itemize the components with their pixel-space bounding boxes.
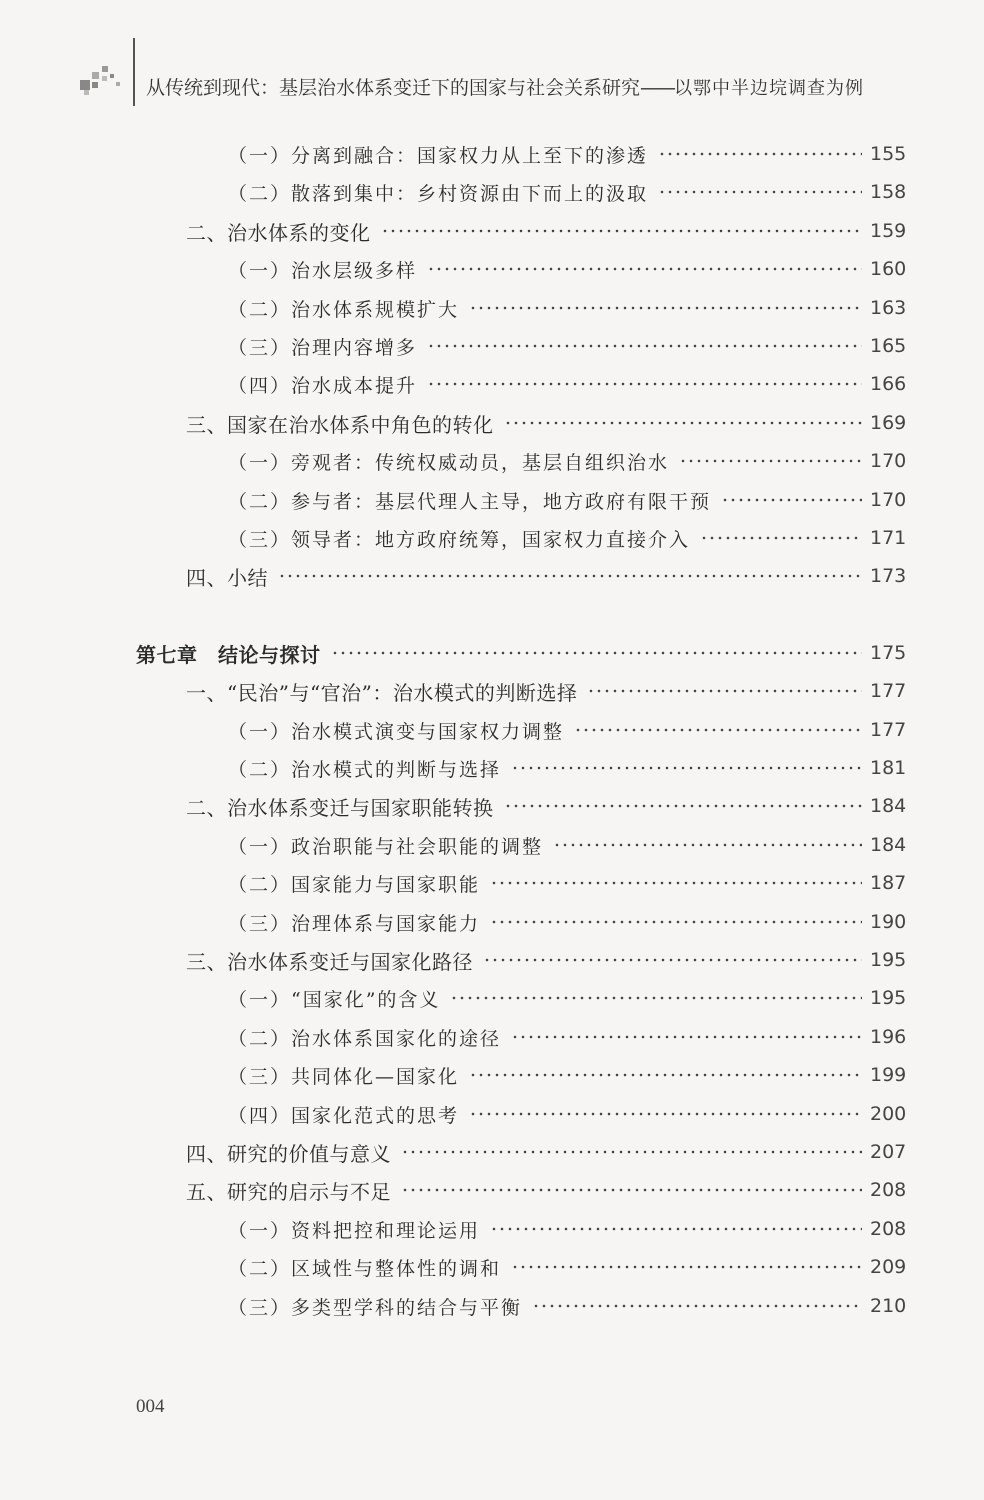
toc-leader-dots — [553, 843, 862, 847]
toc-entry[interactable] — [228, 983, 906, 1013]
toc-page-number: 175 — [870, 642, 907, 664]
toc-leader-dots — [511, 1035, 862, 1039]
toc-entry[interactable] — [186, 1137, 906, 1167]
toc-entry[interactable] — [186, 408, 906, 438]
toc-page-number: 200 — [870, 1103, 907, 1125]
toc-leader-dots — [331, 651, 863, 655]
toc-entry[interactable] — [228, 868, 906, 898]
title-separator: —— — [640, 77, 675, 99]
toc-leader-dots — [679, 459, 862, 463]
toc-page-number: 169 — [870, 412, 907, 434]
toc-entry-title: （三）共同体化—国家化 — [228, 1065, 460, 1088]
toc-page-number: 184 — [870, 834, 907, 856]
toc-entry-title: （二）参与者：基层代理人主导，地方政府有限干预 — [228, 490, 712, 513]
toc-entry[interactable] — [228, 907, 906, 937]
toc-entry[interactable] — [228, 1252, 906, 1282]
toc-entry-title: （一）治水模式演变与国家权力调整 — [228, 720, 565, 743]
toc-entry[interactable] — [186, 791, 906, 821]
toc-leader-dots — [504, 804, 863, 808]
toc-page-number: 158 — [870, 181, 907, 203]
toc-leader-dots — [469, 1112, 862, 1116]
toc-page-number: 196 — [870, 1026, 907, 1048]
toc-entry-title: （二）区域性与整体性的调和 — [228, 1257, 502, 1280]
toc-entry[interactable] — [228, 753, 906, 783]
toc-chapter-entry[interactable] — [136, 638, 906, 668]
toc-page-number: 210 — [870, 1295, 907, 1317]
toc-entry-title: 二、治水体系变迁与国家职能转换 — [186, 795, 494, 820]
toc-entry[interactable] — [228, 1099, 906, 1129]
toc-entry-title: （一）政治职能与社会职能的调整 — [228, 835, 544, 858]
toc-entry-title: （二）治水体系国家化的途径 — [228, 1027, 502, 1050]
toc-entry[interactable] — [228, 830, 906, 860]
toc-leader-dots — [427, 267, 862, 271]
toc-entry[interactable] — [186, 216, 906, 246]
toc-entry[interactable] — [228, 177, 906, 207]
toc-entry-title: （三）领导者：地方政府统筹，国家权力直接介入 — [228, 528, 691, 551]
toc-page-number: 209 — [870, 1256, 907, 1278]
toc-page-number: 159 — [870, 220, 907, 242]
toc-entry-title: （一）“国家化”的含义 — [228, 988, 441, 1011]
toc-page-number: 187 — [870, 872, 907, 894]
toc-entry[interactable] — [228, 446, 906, 476]
toc-page-number: 165 — [870, 335, 907, 357]
toc-leader-dots — [532, 1304, 862, 1308]
book-title: 从传统到现代：基层治水体系变迁下的国家与社会关系研究 — [146, 77, 641, 99]
toc-page-number: 170 — [870, 489, 907, 511]
toc-entry[interactable] — [186, 1175, 906, 1205]
toc-page-number: 195 — [870, 987, 907, 1009]
toc-entry-title: （四）国家化范式的思考 — [228, 1104, 460, 1127]
toc-page-number: 177 — [870, 680, 907, 702]
toc-leader-dots — [490, 1227, 862, 1231]
toc-leader-dots — [469, 306, 862, 310]
toc-leader-dots — [721, 498, 862, 502]
toc-page-number: 207 — [870, 1141, 907, 1163]
toc-leader-dots — [401, 1188, 862, 1192]
toc-entry-title: （二）国家能力与国家职能 — [228, 873, 481, 896]
toc-leader-dots — [401, 1150, 862, 1154]
toc-entry[interactable] — [228, 1214, 906, 1244]
toc-entry-title: （一）治水层级多样 — [228, 259, 418, 282]
toc-leader-dots — [427, 344, 862, 348]
toc-page-number: 184 — [870, 795, 907, 817]
toc-entry-title: 五、研究的启示与不足 — [186, 1179, 391, 1204]
toc-leader-dots — [504, 421, 863, 425]
toc-page-number: 208 — [870, 1179, 907, 1201]
book-subtitle: 以鄂中半边垸调查为例 — [674, 78, 865, 99]
header-decoration — [80, 62, 126, 96]
toc-entry-title: （一）分离到融合：国家权力从上至下的渗透 — [228, 144, 649, 167]
toc-entry-title: （三）治理体系与国家能力 — [228, 912, 481, 935]
toc-page-number: 208 — [870, 1218, 907, 1240]
toc-entry[interactable] — [228, 254, 906, 284]
toc-page-number: 190 — [870, 911, 907, 933]
toc-page-number: 170 — [870, 450, 907, 472]
toc-leader-dots — [700, 536, 862, 540]
toc-page-number: 160 — [870, 258, 907, 280]
toc-page-number: 199 — [870, 1064, 907, 1086]
toc-entry[interactable] — [228, 293, 906, 323]
toc-entry[interactable] — [228, 485, 906, 515]
toc-page-number: 173 — [870, 565, 907, 587]
toc-leader-dots — [511, 1265, 862, 1269]
toc-entry-title: 三、治水体系变迁与国家化路径 — [186, 949, 473, 974]
toc-leader-dots — [587, 689, 862, 693]
toc-entry[interactable] — [228, 523, 906, 553]
toc-leader-dots — [511, 766, 862, 770]
toc-entry[interactable] — [228, 331, 906, 361]
toc-entry[interactable] — [186, 945, 906, 975]
toc-page-number: 171 — [870, 527, 907, 549]
toc-leader-dots — [574, 728, 862, 732]
page-number: 004 — [136, 1396, 165, 1417]
toc-page-number: 181 — [870, 757, 907, 779]
toc-leader-dots — [469, 1073, 862, 1077]
toc-entry-title: 二、治水体系的变化 — [186, 220, 371, 245]
toc-entry-title: （四）治水成本提升 — [228, 374, 418, 397]
toc-leader-dots — [450, 996, 862, 1000]
toc-entry-title: （二）治水模式的判断与选择 — [228, 758, 502, 781]
toc-leader-dots — [427, 382, 862, 386]
toc-leader-dots — [658, 152, 862, 156]
toc-entry[interactable] — [228, 715, 906, 745]
toc-leader-dots — [381, 229, 863, 233]
toc-entry[interactable] — [228, 1060, 906, 1090]
toc-entry-title: 一、“民治”与“官治”：治水模式的判断选择 — [186, 680, 578, 705]
toc-leader-dots — [490, 920, 862, 924]
toc-leader-dots — [490, 881, 862, 885]
toc-entry[interactable] — [186, 676, 906, 706]
toc-entry[interactable] — [228, 139, 906, 169]
toc-page-number: 155 — [870, 143, 907, 165]
toc-leader-dots — [278, 574, 862, 578]
toc-entry-title: 四、研究的价值与意义 — [186, 1141, 391, 1166]
running-header — [146, 73, 864, 100]
header-vertical-rule — [133, 38, 135, 106]
toc-entry-title: 四、小结 — [186, 565, 268, 590]
toc-page-number: 177 — [870, 719, 907, 741]
toc-page-number: 163 — [870, 297, 907, 319]
toc-entry-title: （三）多类型学科的结合与平衡 — [228, 1296, 523, 1319]
toc-leader-dots — [658, 190, 862, 194]
toc-entry-title: （三）治理内容增多 — [228, 336, 418, 359]
toc-chapter-title: 第七章 结论与探讨 — [136, 642, 321, 667]
toc-entry-title: （二）散落到集中：乡村资源由下而上的汲取 — [228, 182, 649, 205]
toc-entry-title: 三、国家在治水体系中角色的转化 — [186, 412, 494, 437]
toc-entry-title: （二）治水体系规模扩大 — [228, 298, 460, 321]
toc-page-number: 195 — [870, 949, 907, 971]
toc-entry[interactable] — [228, 1291, 906, 1321]
toc-entry[interactable] — [228, 369, 906, 399]
toc-entry[interactable] — [228, 1022, 906, 1052]
toc-entry-title: （一）资料把控和理论运用 — [228, 1219, 481, 1242]
toc-leader-dots — [483, 958, 862, 962]
toc-entry[interactable] — [186, 561, 906, 591]
toc-entry-title: （一）旁观者：传统权威动员，基层自组织治水 — [228, 451, 670, 474]
toc-page-number: 166 — [870, 373, 907, 395]
